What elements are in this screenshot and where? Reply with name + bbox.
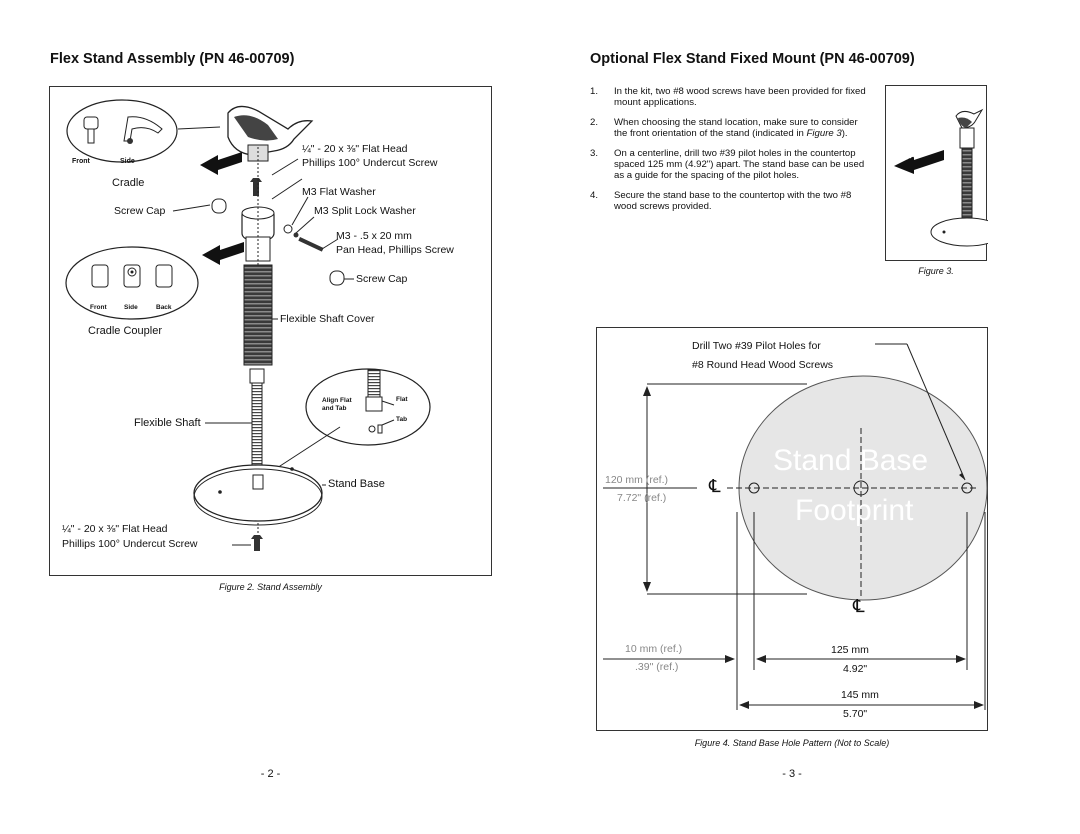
inset-side-label: Side bbox=[120, 158, 135, 165]
screw-cap-right-label: Screw Cap bbox=[356, 273, 408, 285]
width-mm-label: 145 mm bbox=[841, 689, 879, 701]
screw-cap-left-label: Screw Cap bbox=[114, 205, 166, 217]
m3-screw-label-1: M3 - .5 x 20 mm bbox=[336, 230, 412, 242]
right-heading: Optional Flex Stand Fixed Mount (PN 46-00709) bbox=[590, 51, 915, 67]
centerline-symbol-bottom: ℄ bbox=[853, 596, 865, 616]
inset-front-label: Front bbox=[72, 158, 90, 165]
figure-3-ref: Figure 3 bbox=[806, 128, 842, 140]
stand-assembly-figure bbox=[49, 86, 492, 576]
figure-3-caption: Figure 3. bbox=[918, 266, 954, 276]
screw-top-label-2: Phillips 100° Undercut Screw bbox=[302, 157, 438, 169]
footprint-label-2: Footprint bbox=[795, 494, 914, 527]
flexible-shaft-label: Flexible Shaft bbox=[134, 417, 201, 429]
m3-screw-label-2: Pan Head, Phillips Screw bbox=[336, 244, 454, 256]
offset-mm-label: 10 mm (ref.) bbox=[625, 643, 683, 655]
footprint-label-1: Stand Base bbox=[773, 444, 929, 477]
align-label-2: and Tab bbox=[322, 405, 347, 412]
height-in-label: 7.72" (ref.) bbox=[617, 492, 667, 504]
shaft-cover bbox=[244, 265, 272, 365]
figure-3-shaft bbox=[962, 148, 972, 228]
spacing-in-label: 4.92" bbox=[843, 663, 868, 675]
figure-2-caption: Figure 2. Stand Assembly bbox=[219, 582, 322, 592]
front-arrow-icon bbox=[202, 242, 244, 265]
coupler-front-label: Front bbox=[90, 304, 107, 311]
m3-screw bbox=[298, 237, 323, 252]
screw-top-label-1: ¼" - 20 x ⅜" Flat Head bbox=[302, 143, 408, 155]
centerline-symbol-left: ℄ bbox=[709, 476, 721, 496]
align-label-1: Align Flat bbox=[322, 397, 352, 404]
flat-label: Flat bbox=[396, 396, 408, 403]
tab-label: Tab bbox=[396, 416, 408, 423]
screw-bottom-label-2: Phillips 100° Undercut Screw bbox=[62, 538, 198, 550]
coupler-back-label: Back bbox=[156, 304, 172, 311]
height-mm-label: 120 mm (ref.) bbox=[605, 474, 669, 486]
step-item: 1. In the kit, two #8 wood screws have been provided for fixed mount applications. bbox=[590, 86, 866, 109]
cradle-coupler-label: Cradle Coupler bbox=[88, 325, 162, 337]
m3-flat-washer-label: M3 Flat Washer bbox=[302, 186, 376, 198]
step-item: 3. On a centerline, drill two #39 pilot holes in the countertop spaced 125 mm (4.92") apart. The stand base can be used as a guide for the spacing of the pilot holes. bbox=[590, 147, 865, 182]
offset-in-label: .39" (ref.) bbox=[635, 661, 679, 673]
spacing-mm-label: 125 mm bbox=[831, 644, 869, 656]
step-item: 4. Secure the stand base to the countertop with the two #8 wood screws provided. bbox=[590, 189, 852, 213]
drill-label-1: Drill Two #39 Pilot Holes for bbox=[692, 340, 821, 352]
stand-base-label: Stand Base bbox=[328, 478, 385, 490]
screw-cap-left bbox=[212, 199, 226, 213]
screw-icon bbox=[254, 539, 260, 551]
mount-steps bbox=[590, 86, 870, 221]
step-item: 2. When choosing the stand location, make sure to consider the front orientation of the stand (indicated in Figure 3). bbox=[590, 116, 858, 140]
figure-4-caption: Figure 4. Stand Base Hole Pattern (Not to Scale) bbox=[694, 738, 890, 748]
figure-3-drawing bbox=[886, 86, 988, 262]
right-page-number: - 3 - bbox=[782, 768, 802, 780]
left-page-number: - 2 - bbox=[260, 768, 281, 780]
shaft-cover-label: Flexible Shaft Cover bbox=[280, 313, 375, 325]
cradle-label: Cradle bbox=[112, 177, 145, 189]
width-in-label: 5.70" bbox=[843, 708, 868, 720]
figure-3-front-label: FRONT bbox=[899, 145, 929, 164]
drill-label-2: #8 Round Head Wood Screws bbox=[692, 359, 834, 371]
screw-cap-right bbox=[330, 271, 344, 285]
left-heading: Flex Stand Assembly (PN 46-00709) bbox=[50, 51, 295, 67]
front-arrow-icon bbox=[200, 152, 242, 175]
figure-3-box bbox=[885, 85, 987, 261]
stand-base bbox=[194, 465, 322, 521]
hole-pattern-figure bbox=[596, 327, 988, 731]
flexible-shaft bbox=[252, 383, 262, 473]
m3-split-washer-label: M3 Split Lock Washer bbox=[314, 205, 416, 217]
screw-bottom-label-1: ¼" - 20 x ⅜" Flat Head bbox=[62, 523, 168, 535]
coupler-side-label: Side bbox=[124, 304, 138, 311]
